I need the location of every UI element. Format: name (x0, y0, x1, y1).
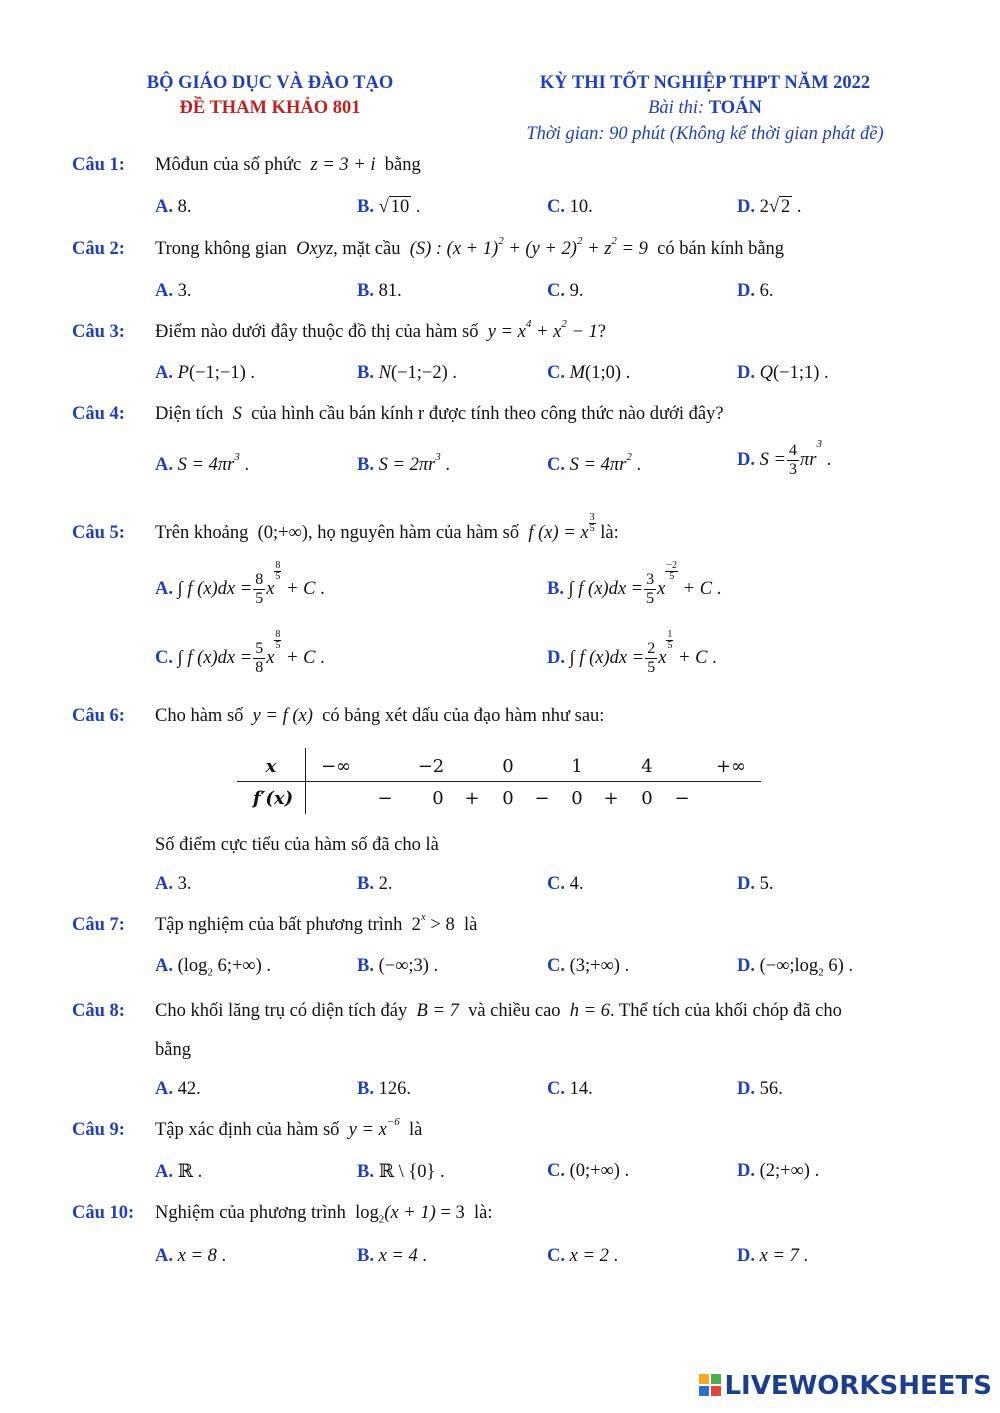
option-letter: D. (737, 281, 755, 301)
q1-text: Môđun của số phức (155, 155, 302, 175)
table-sign: 0 (502, 788, 514, 809)
q6-sub-question: Số điểm cực tiểu của hàm số đã cho là (155, 835, 439, 855)
q4-text-pre: Diện tích (155, 404, 224, 424)
option-letter: A. (155, 281, 173, 301)
q9-text: Tập xác định của hàm số (155, 1120, 340, 1140)
q6-option-a[interactable] (155, 874, 192, 895)
option-text: 8. (177, 197, 192, 217)
q9-option-d[interactable]: D. (2;+∞) . (737, 1161, 820, 1181)
q3-text: Điểm nào dưới đây thuộc đồ thị của hàm số (155, 322, 479, 342)
option-text: 81. (378, 281, 402, 301)
option-letter: B. (357, 956, 374, 976)
option-letter: A. (155, 455, 173, 475)
q1-option-d[interactable]: D. 2√ 2 . (737, 197, 802, 217)
option-letter: C. (547, 1246, 565, 1266)
q8-label: Câu 8: (72, 1001, 125, 1021)
option-letter: B. (357, 1079, 374, 1099)
q3-option-a[interactable]: A. P(−1;−1) . (155, 363, 256, 383)
q10-option-d[interactable]: D. x = 7 . (737, 1246, 809, 1266)
q10-stem: Nghiệm của phương trình $\log_2(x + 1) = 3$ là: (155, 1203, 493, 1226)
option-letter: D. (737, 1246, 755, 1266)
option-letter: B. (357, 1162, 374, 1182)
option-letter: D. (547, 647, 565, 668)
table-sign: 0 (641, 788, 653, 809)
q9-tail: là (409, 1120, 423, 1140)
q7-option-c[interactable]: C. (3;+∞) . (547, 956, 630, 976)
option-letter: A. (155, 1162, 173, 1182)
q8-text-post: . Thể tích của khối chóp đã cho (610, 1001, 842, 1021)
option-text: 126. (378, 1079, 411, 1099)
option-letter: A. (155, 1079, 173, 1099)
option-letter: D. (737, 1161, 755, 1181)
table-x-value: 1 (571, 756, 583, 777)
q4-text-post: của hình cầu bán kính r được tính theo công thức nào dưới đây? (251, 404, 724, 424)
q2-stem: Trong không gian Oxyz, mặt cầu (S) : $(x + 1)^2 + (y + 2)^2 + z^2 = 9$ có bán kính bằng (155, 235, 785, 259)
table-x-value: 0 (502, 756, 514, 777)
q10-option-c[interactable]: C. x = 2 . (547, 1246, 619, 1266)
q6-text-post: có bảng xét dấu của đạo hàm như sau: (322, 706, 605, 726)
q8-option-a[interactable] (155, 1079, 201, 1100)
q3-option-b[interactable]: B. N(−1;−2) . (357, 363, 458, 383)
option-text: 9. (569, 281, 584, 301)
liveworksheets-logo-icon (698, 1373, 722, 1397)
option-text: 10. (569, 197, 593, 217)
option-letter: C. (155, 647, 173, 668)
option-letter: B. (357, 281, 374, 301)
option-letter: C. (547, 1079, 565, 1099)
option-letter: A. (155, 363, 173, 383)
option-letter: C. (547, 1161, 565, 1181)
q7-stem: Tập nghiệm của bất phương trình $2^x > 8$ là (155, 911, 478, 935)
q7-option-b[interactable]: B. (−∞;3) . (357, 956, 439, 976)
q6-option-b[interactable] (357, 874, 392, 895)
q2-option-b[interactable] (357, 281, 402, 302)
q6-option-c[interactable] (547, 874, 584, 895)
q6-stem: Cho hàm số y = f (x) có bảng xét dấu của đạo hàm như sau: (155, 706, 605, 726)
q1-label: Câu 1: (72, 155, 125, 175)
table-x-value: −∞ (320, 756, 352, 777)
option-letter: D. (737, 956, 755, 976)
table-sign: − (674, 788, 690, 809)
q1-option-b[interactable]: B. √ 10 . (357, 197, 421, 217)
q7-text: Tập nghiệm của bất phương trình (155, 915, 403, 935)
q4-option-b[interactable]: B. $S = 2\pi r^3$ . (357, 451, 451, 475)
exam-time: Thời gian: 90 phút (Không kể thời gian phát đề) (526, 124, 884, 144)
option-letter: B. (357, 874, 374, 894)
q5-text-pre: Trên khoảng (155, 523, 249, 543)
option-text: 5. (759, 874, 774, 894)
subject-name: TOÁN (708, 98, 762, 118)
liveworksheets-logo (698, 1371, 992, 1401)
option-text: 42. (177, 1079, 201, 1099)
q5-label: Câu 5: (72, 523, 125, 543)
q6-option-d[interactable] (737, 874, 774, 895)
q2-label: Câu 2: (72, 239, 125, 259)
q2-option-c[interactable] (547, 281, 584, 302)
table-sign: + (464, 788, 480, 809)
q10-text: Nghiệm của phương trình (155, 1203, 346, 1223)
option-letter: A. (155, 956, 173, 976)
q1-stem (155, 155, 421, 176)
option-letter: C. (547, 197, 565, 217)
q1-tail: bằng (384, 155, 421, 175)
q5-option-b[interactable]: B. ∫ f (x)dx = $\frac{3}{5}$ x $\frac{-2}{5}$ + C . (547, 560, 722, 607)
table-sign: 0 (571, 788, 583, 809)
table-x-value: −2 (417, 756, 445, 777)
option-letter: A. (155, 1246, 173, 1266)
option-letter: B. (357, 363, 374, 383)
q5-option-c[interactable]: C. ∫ f (x)dx = $\frac{5}{8}$ x $\frac{8}{5}$ + C . (155, 629, 325, 676)
q5-option-d[interactable]: D. ∫ f (x)dx = $\frac{2}{5}$ x $\frac{1}{5}$ + C . (547, 629, 717, 676)
q3-option-c[interactable]: C. M(1;0) . (547, 363, 631, 383)
q8-option-d[interactable] (737, 1079, 783, 1100)
q10-option-b[interactable]: B. x = 4 . (357, 1246, 428, 1266)
option-text: 2. (378, 874, 393, 894)
q8-stem-line2: bằng (155, 1040, 191, 1060)
q3-stem: Điểm nào dưới đây thuộc đồ thị của hàm số $y = x^4 + x^2 - 1$? (155, 318, 607, 342)
option-letter: B. (547, 578, 564, 599)
table-sign: − (534, 788, 550, 809)
q2-option-a[interactable] (155, 281, 192, 302)
q4-stem: Diện tích S của hình cầu bán kính r được tính theo công thức nào dưới đây? (155, 404, 724, 424)
q3-label: Câu 3: (72, 322, 125, 342)
q2-text: Trong không gian (155, 239, 287, 259)
q1-option-c[interactable] (547, 197, 593, 218)
option-letter: C. (547, 874, 565, 894)
option-letter: B. (357, 455, 374, 475)
q4-label: Câu 4: (72, 404, 125, 424)
q8-text-mid: và chiều cao (468, 1001, 561, 1021)
option-letter: D. (737, 197, 755, 217)
q1-option-a[interactable] (155, 197, 192, 218)
q3-option-d[interactable]: D. Q(−1;1) . (737, 363, 829, 383)
exam-name: KỲ THI TỐT NGHIỆP THPT NĂM 2022 (539, 73, 871, 93)
option-letter: D. (737, 449, 755, 470)
q9-label: Câu 9: (72, 1120, 125, 1140)
q5-text-mid: , họ nguyên hàm của hàm số (307, 523, 520, 543)
q6-text-pre: Cho hàm số (155, 706, 244, 726)
q7-option-d[interactable]: D. ($-\infty;\log_2$ 6) . (737, 956, 853, 979)
option-letter: C. (547, 455, 565, 475)
option-letter: A. (155, 578, 173, 599)
option-letter: B. (357, 1246, 374, 1266)
table-fp-label: f′(x) (252, 788, 294, 809)
table-sign: + (603, 788, 619, 809)
q7-tail: là (463, 915, 478, 935)
option-text: 14. (569, 1079, 593, 1099)
option-letter: D. (737, 363, 755, 383)
q1-formula: z = 3 + i (305, 155, 381, 175)
option-text: 3. (177, 874, 192, 894)
q9-option-c[interactable]: C. (0;+∞) . (547, 1161, 630, 1181)
q8-option-b[interactable] (357, 1079, 411, 1100)
q7-label: Câu 7: (72, 915, 125, 935)
option-letter: B. (357, 197, 374, 217)
option-letter: A. (155, 874, 173, 894)
q9-option-a[interactable]: A. ℝ . (155, 1162, 203, 1182)
q7-option-a[interactable]: A. ($\log_2$ 6;+∞) . (155, 956, 271, 979)
q2-option-d[interactable] (737, 281, 774, 302)
option-letter: C. (547, 281, 565, 301)
option-text: 56. (759, 1079, 783, 1099)
q9-option-b[interactable]: B. ℝ \ {0} . (357, 1162, 445, 1182)
q9-stem: Tập xác định của hàm số $y = x^{-6}$ là (155, 1116, 423, 1140)
q4-option-a[interactable]: A. $S = 4\pi r^3$ . (155, 451, 250, 475)
option-text: 6. (759, 281, 774, 301)
q4-option-c[interactable]: C. $S = 4\pi r^2$ . (547, 451, 642, 475)
q10-tail: là: (474, 1203, 493, 1223)
table-x-value: +∞ (715, 756, 747, 777)
q5-stem: Trên khoảng (0;+∞), họ nguyên hàm của hàm số f (x) = x $\frac{3}{5}$ là: (155, 512, 619, 543)
q10-option-a[interactable]: A. x = 8 . (155, 1246, 227, 1266)
option-letter: D. (737, 874, 755, 894)
table-sign: − (377, 788, 393, 809)
q6-label: Câu 6: (72, 706, 125, 726)
table-sign: 0 (432, 788, 444, 809)
q8-text-pre: Cho khối lăng trụ có diện tích đáy (155, 1001, 408, 1021)
q2-mid: , mặt cầu (333, 239, 401, 259)
logo-text: LIVEWORKSHEETS (724, 1371, 992, 1401)
option-text: 3. (177, 281, 192, 301)
option-text: 4. (569, 874, 584, 894)
q5-tail: là: (600, 523, 619, 543)
table-hline (237, 781, 761, 782)
exam-code: ĐỀ THAM KHẢO 801 (179, 98, 361, 118)
subject-prefix: Bài thi: (648, 98, 705, 118)
q10-label: Câu 10: (72, 1203, 135, 1223)
table-vline (305, 748, 306, 814)
q8-option-c[interactable] (547, 1079, 593, 1100)
q4-option-d[interactable]: D. S = $\frac{4}{3}$ $\pi r^3$ . (737, 438, 832, 478)
q5-option-a[interactable]: A. ∫ f (x)dx = $\frac{8}{5}$ x $\frac{8}{5}$ + C . (155, 560, 325, 607)
table-x-value: 4 (641, 756, 653, 777)
table-x-label: x (265, 756, 277, 777)
subject-line (510, 98, 900, 119)
ministry-title: BỘ GIÁO DỤC VÀ ĐÀO TẠO (146, 73, 394, 93)
option-letter: D. (737, 1079, 755, 1099)
option-letter: A. (155, 197, 173, 217)
q8-stem: Cho khối lăng trụ có diện tích đáy B = 7 và chiều cao h = 6. Thể tích của khối chóp đã cho (155, 1001, 842, 1021)
q2-tail: có bán kính bằng (657, 239, 785, 259)
option-letter: C. (547, 363, 565, 383)
option-letter: C. (547, 956, 565, 976)
